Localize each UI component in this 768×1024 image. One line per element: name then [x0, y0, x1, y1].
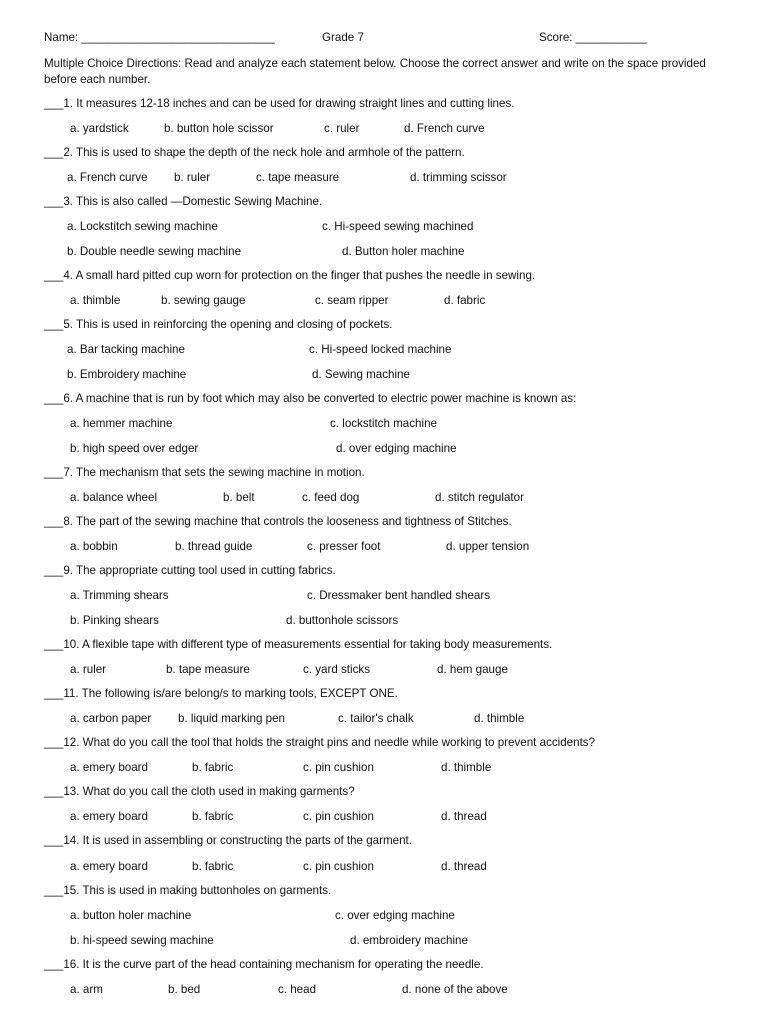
question-1-option: d. French curve: [404, 122, 485, 135]
question-5-option: a. Bar tacking machine: [67, 343, 185, 356]
question-3-option: d. Button holer machine: [342, 245, 465, 258]
question-12-option: a. emery board: [70, 761, 148, 774]
question-15-option: c. over edging machine: [335, 909, 455, 922]
question-8-option: b. thread guide: [175, 540, 253, 553]
question-1-option: b. button hole scissor: [164, 122, 274, 135]
question-7-option: d. stitch regulator: [435, 491, 524, 504]
question-15-option: a. button holer machine: [70, 909, 192, 922]
question-10-option: c. yard sticks: [303, 663, 370, 676]
question-10-option: a. ruler: [70, 663, 107, 676]
question-14-option: b. fabric: [192, 860, 234, 873]
question-13-option: c. pin cushion: [303, 810, 374, 823]
question-7-option: b. belt: [223, 491, 255, 504]
question-4-option: b. sewing gauge: [161, 294, 246, 307]
question-12-option: b. fabric: [192, 761, 234, 774]
question-9-option: a. Trimming shears: [70, 589, 169, 602]
question-5-option: c. Hi-speed locked machine: [309, 343, 452, 356]
question-12-option: d. thimble: [441, 761, 492, 774]
question-8-option: a. bobbin: [70, 540, 118, 553]
question-5-option: d. Sewing machine: [312, 368, 410, 381]
question-9-option: c. Dressmaker bent handled shears: [307, 589, 491, 602]
question-2-option: d. trimming scissor: [410, 171, 507, 184]
worksheet-header: [44, 31, 744, 47]
question-3-option: a. Lockstitch sewing machine: [67, 220, 218, 233]
question-3-option: c. Hi-speed sewing machined: [322, 220, 474, 233]
question-12-text: ___12. What do you call the tool that holds the straight pins and needle while working to prevent accidents?: [44, 736, 596, 749]
question-16-option: d. none of the above: [402, 983, 508, 996]
question-10-option: d. hem gauge: [437, 663, 508, 676]
question-9-option: d. buttonhole scissors: [286, 614, 399, 627]
question-2-option: b. ruler: [174, 171, 211, 184]
question-4-option: a. thimble: [70, 294, 121, 307]
grade-label: Grade 7: [322, 31, 364, 44]
question-2-option: a. French curve: [67, 171, 148, 184]
question-15-option: d. embroidery machine: [350, 934, 468, 947]
question-8-text: ___8. The part of the sewing machine that controls the looseness and tightness of Stitches.: [44, 515, 512, 528]
name-field-label: Name: ______________________________: [44, 31, 275, 44]
question-13-option: d. thread: [441, 810, 487, 823]
question-8-option: d. upper tension: [446, 540, 530, 553]
question-10-text: ___10. A flexible tape with different type of measurements essential for taking body measurements.: [44, 638, 553, 651]
question-7-option: a. balance wheel: [70, 491, 158, 504]
question-16-option: a. arm: [70, 983, 103, 996]
question-6-option: d. over edging machine: [336, 442, 457, 455]
question-6-text: ___6. A machine that is run by foot which may also be converted to electric power machine is known as:: [44, 392, 577, 405]
question-11-option: a. carbon paper: [70, 712, 152, 725]
question-1-option: a. yardstick: [70, 122, 129, 135]
question-14-text: ___14. It is used in assembling or constructing the parts of the garment.: [44, 834, 412, 847]
question-14-option: d. thread: [441, 860, 487, 873]
question-3-option: b. Double needle sewing machine: [67, 245, 242, 258]
question-16-text: ___16. It is the curve part of the head containing mechanism for operating the needle.: [44, 958, 484, 971]
question-16-option: c. head: [278, 983, 317, 996]
question-14-option: c. pin cushion: [303, 860, 374, 873]
question-7-option: c. feed dog: [302, 491, 360, 504]
question-6-option: b. high speed over edger: [70, 442, 199, 455]
question-2-option: c. tape measure: [256, 171, 340, 184]
question-11-option: b. liquid marking pen: [178, 712, 285, 725]
score-field-label: Score: ___________: [539, 31, 647, 44]
question-10-option: b. tape measure: [166, 663, 250, 676]
question-9-text: ___9. The appropriate cutting tool used in cutting fabrics.: [44, 564, 336, 577]
question-4-option: c. seam ripper: [315, 294, 389, 307]
question-11-option: c. tailor's chalk: [338, 712, 414, 725]
question-16-option: b. bed: [168, 983, 201, 996]
question-15-text: ___15. This is used in making buttonholes on garments.: [44, 884, 332, 897]
question-3-text: ___3. This is also called —Domestic Sewing Machine.: [44, 195, 323, 208]
question-5-option: b. Embroidery machine: [67, 368, 187, 381]
question-4-option: d. fabric: [444, 294, 486, 307]
question-14-option: a. emery board: [70, 860, 148, 873]
question-13-text: ___13. What do you call the cloth used in making garments?: [44, 785, 355, 798]
question-13-option: b. fabric: [192, 810, 234, 823]
question-5-text: ___5. This is used in reinforcing the opening and closing of pockets.: [44, 318, 393, 331]
question-6-option: a. hemmer machine: [70, 417, 173, 430]
question-13-option: a. emery board: [70, 810, 148, 823]
question-9-option: b. Pinking shears: [70, 614, 159, 627]
question-1-text: ___1. It measures 12-18 inches and can be used for drawing straight lines and cutting lines.: [44, 97, 515, 110]
question-11-option: d. thimble: [474, 712, 525, 725]
question-12-option: c. pin cushion: [303, 761, 374, 774]
question-11-text: ___11. The following is/are belong/s to marking tools, EXCEPT ONE.: [44, 687, 398, 700]
question-4-text: ___4. A small hard pitted cup worn for protection on the finger that pushes the needle in sewing.: [44, 269, 536, 282]
question-15-option: b. hi-speed sewing machine: [70, 934, 214, 947]
question-7-text: ___7. The mechanism that sets the sewing machine in motion.: [44, 466, 365, 479]
question-1-option: c. ruler: [324, 122, 360, 135]
directions-text: Multiple Choice Directions: Read and analyze each statement below. Choose the correct answer and write on the space provided before each number.: [44, 57, 706, 86]
question-6-option: c. lockstitch machine: [330, 417, 437, 430]
question-2-text: ___2. This is used to shape the depth of the neck hole and armhole of the pattern.: [44, 146, 465, 159]
question-8-option: c. presser foot: [307, 540, 381, 553]
